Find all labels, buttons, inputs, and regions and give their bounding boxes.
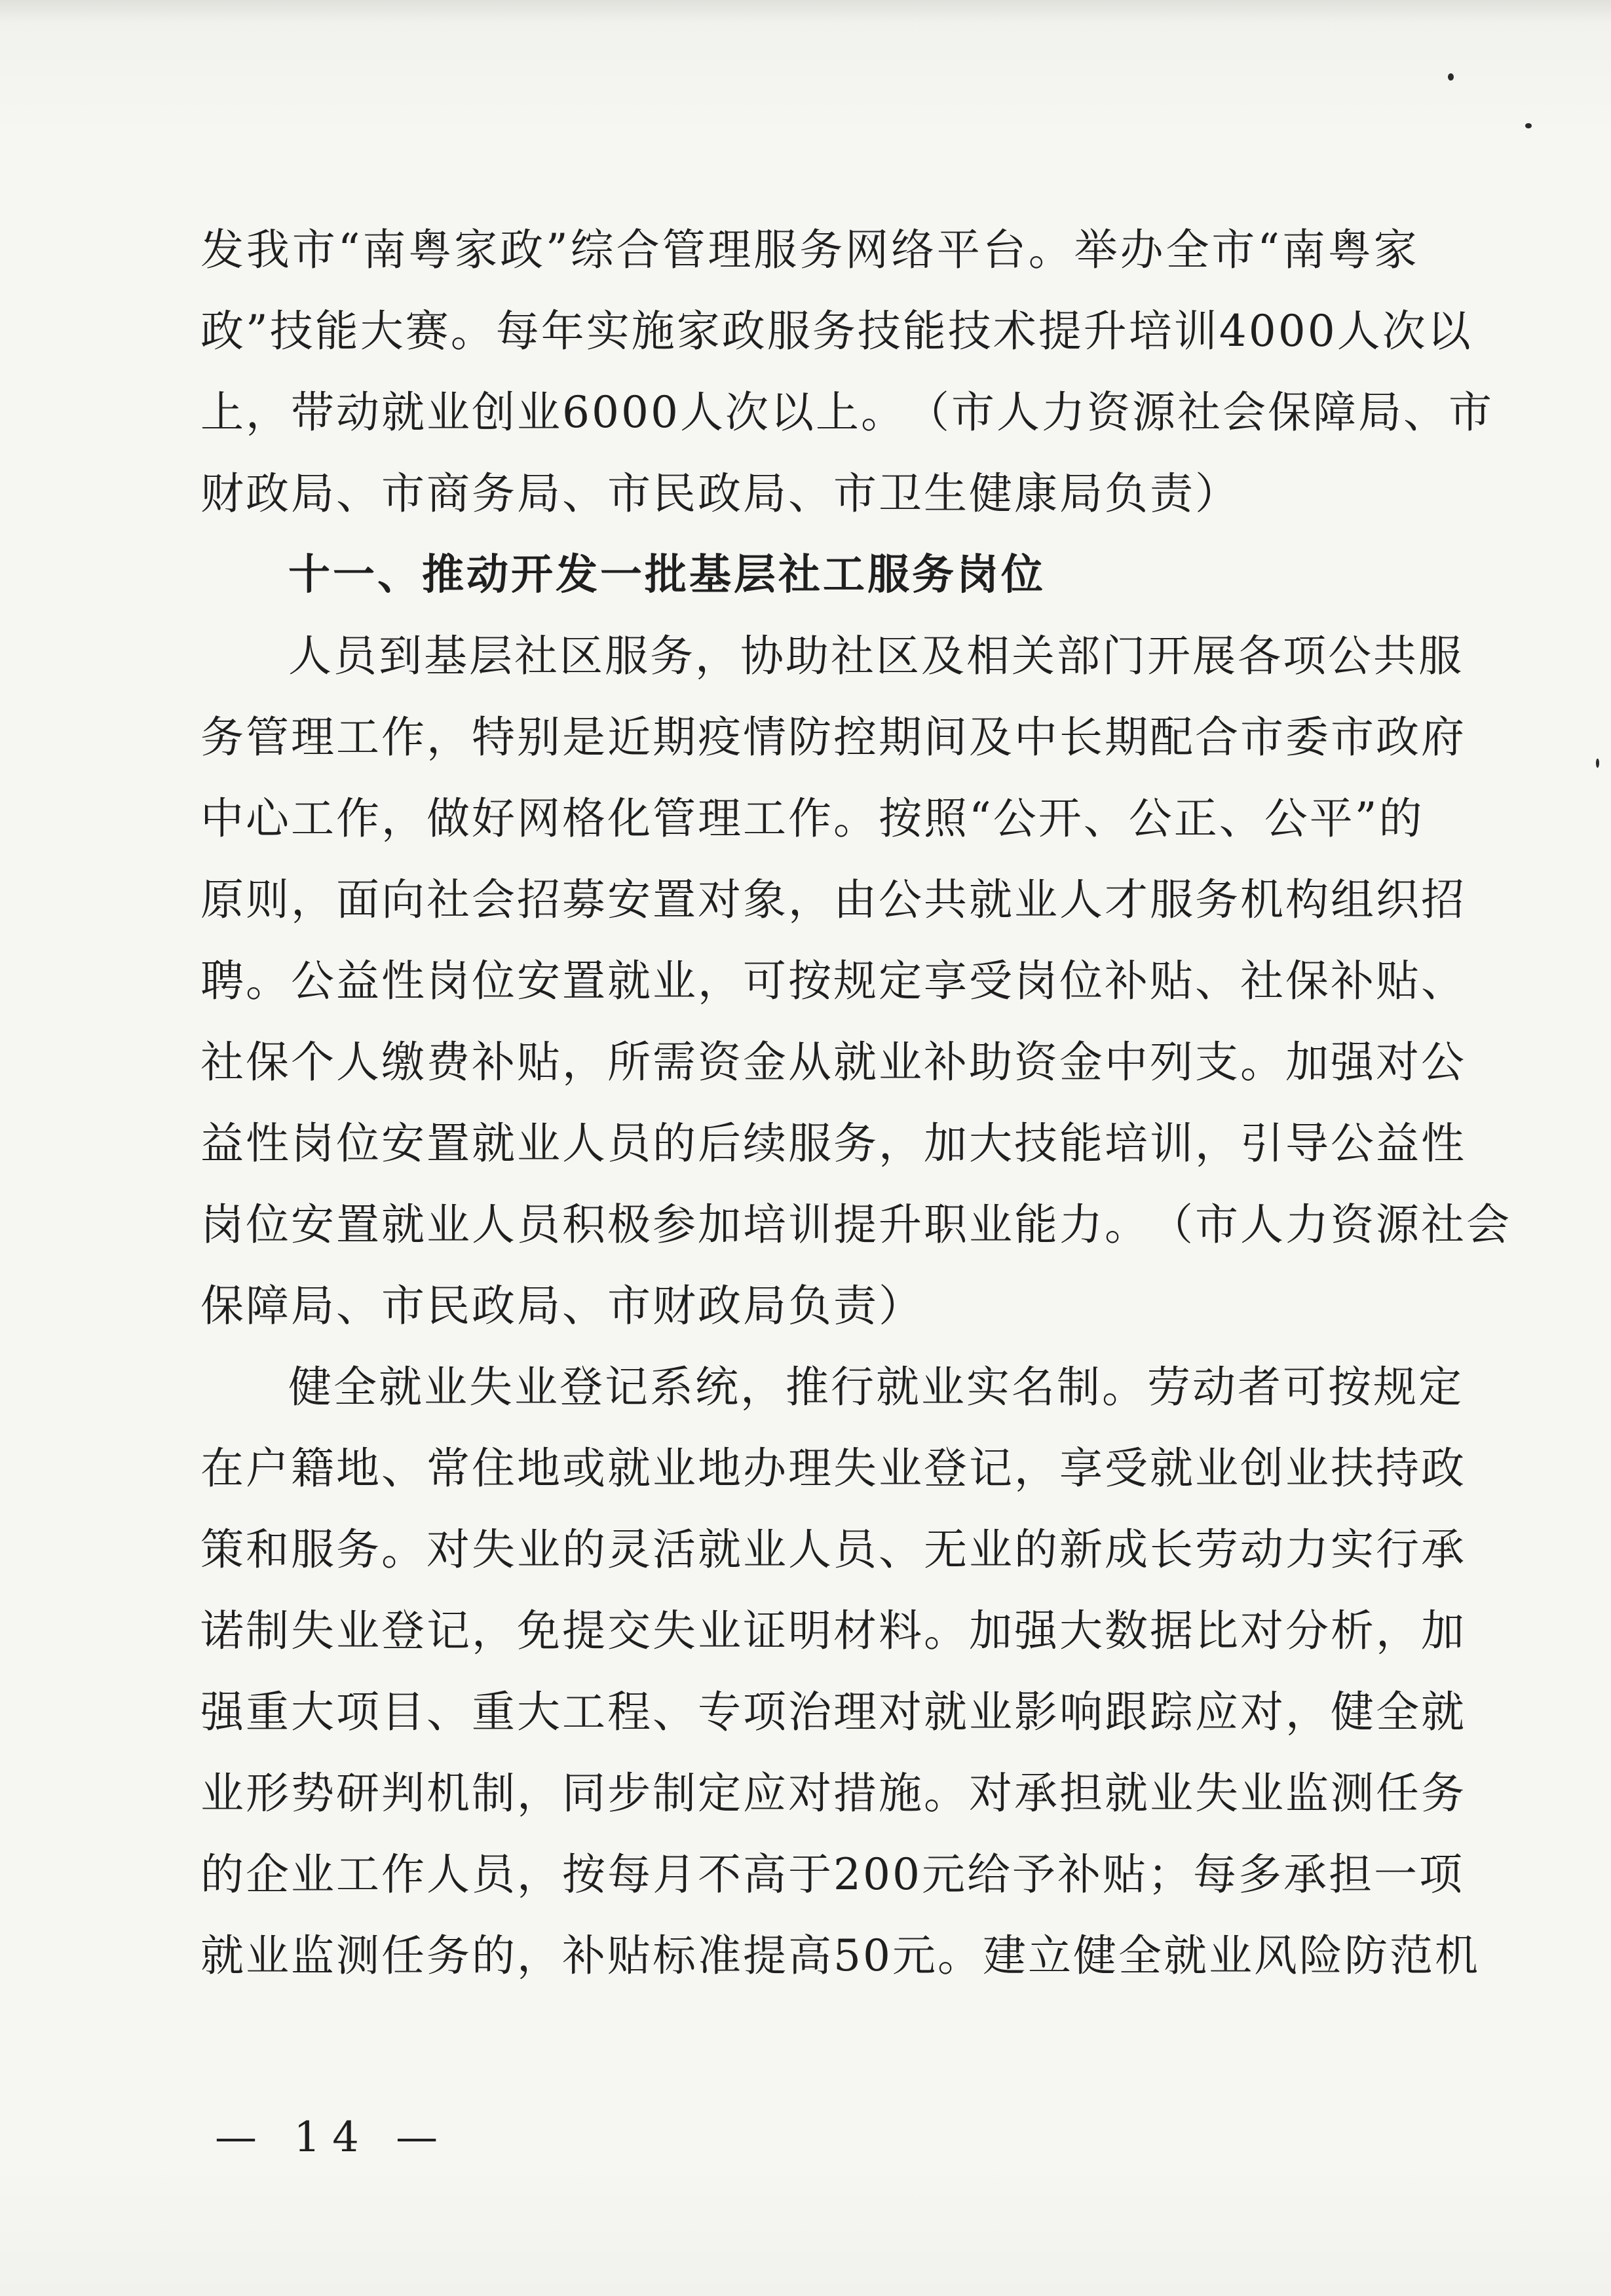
- scan-edge-shadow: [0, 0, 1611, 24]
- body-line: 发 我 市 “ 南 粤 家 政 ” 综 合 管 理 服 务 网 络 平 台 。 举 办 全 市 “ 南 粤 家: [200, 225, 1419, 275]
- body-line: 政 ” 技 能 大 赛 。 每 年 实 施 家 政 服 务 技 能 技 术 提 升 培 训 4000 人 次 以: [200, 306, 1473, 356]
- body-line: 岗 位 安 置 就 业 人 员 积 极 参 加 培 训 提 升 职 业 能 力 。 （ 市 人 力 资 源 社 会: [200, 1199, 1511, 1250]
- body-line: 益 性 岗 位 安 置 就 业 人 员 的 后 续 服 务 ， 加 大 技 能 培 训 ， 引 导 公 益 性: [200, 1118, 1466, 1169]
- body-line: 强 重 大 项 目 、 重 大 工 程 、 专 项 治 理 对 就 业 影 响 跟 踪 应 对 ， 健 全 就: [200, 1687, 1466, 1737]
- body-line: 在 户 籍 地 、 常 住 地 或 就 业 地 办 理 失 业 登 记 ， 享 受 就 业 创 业 扶 持 政: [200, 1443, 1466, 1494]
- body-line: 保障局、市民政局、市财政局负责）: [200, 1281, 924, 1331]
- body-line: 诺 制 失 业 登 记 ， 免 提 交 失 业 证 明 材 料 。 加 强 大 数 据 比 对 分 析 ， 加: [200, 1606, 1466, 1656]
- scan-speck: [1525, 123, 1532, 128]
- body-line: 中 心 工 作 ， 做 好 网 格 化 管 理 工 作 。 按 照 “ 公 开 、 公 正 、 公 平 ” 的: [200, 793, 1424, 844]
- scan-speck: [1448, 73, 1454, 81]
- body-line: 的 企 业 工 作 人 员 ， 按 每 月 不 高 于 200 元 给 予 补 贴 ； 每 多 承 担 一 项: [200, 1849, 1464, 1900]
- page-number: — 14 —: [215, 2113, 450, 2162]
- section-heading: 十一、推动开发一批基层社工服务岗位: [288, 551, 1046, 599]
- body-line: 业 形 势 研 判 机 制 ， 同 步 制 定 应 对 措 施 。 对 承 担 就 业 失 业 监 测 任 务: [200, 1768, 1466, 1818]
- paragraph-first-line: 人 员 到 基 层 社 区 服 务 ， 协 助 社 区 及 相 关 部 门 开 展 各 项 公 共 服: [288, 631, 1464, 681]
- body-line: 社 保 个 人 缴 费 补 贴 ， 所 需 资 金 从 就 业 补 助 资 金 中 列 支 。 加 强 对 公: [200, 1037, 1466, 1087]
- document-body: [200, 210, 1511, 1997]
- body-line: 策 和 服 务 。 对 失 业 的 灵 活 就 业 人 员 、 无 业 的 新 成 长 劳 动 力 实 行 承: [200, 1524, 1466, 1575]
- scan-speck: [1596, 759, 1599, 768]
- body-line: 原 则 ， 面 向 社 会 招 募 安 置 对 象 ， 由 公 共 就 业 人 才 服 务 机 构 组 织 招: [200, 875, 1466, 925]
- paragraph-first-line: 健 全 就 业 失 业 登 记 系 统 ， 推 行 就 业 实 名 制 。 劳 动 者 可 按 规 定: [288, 1362, 1464, 1412]
- body-line: 务 管 理 工 作 ， 特 别 是 近 期 疫 情 防 控 期 间 及 中 长 期 配 合 市 委 市 政 府: [200, 712, 1466, 762]
- body-line: 就 业 监 测 任 务 的 ， 补 贴 标 准 提 高 50 元 。 建 立 健 全 就 业 风 险 防 范 机: [200, 1930, 1480, 1981]
- body-line: 聘 。 公 益 性 岗 位 安 置 就 业 ， 可 按 规 定 享 受 岗 位 补 贴 、 社 保 补 贴 、: [200, 956, 1466, 1006]
- body-line: 财政局、市商务局、市民政局、市卫生健康局负责）: [200, 468, 1240, 519]
- body-line: 上 ， 带 动 就 业 创 业 6000 人 次 以 上 。 （ 市 人 力 资 源 社 会 保 障 局 、 市: [200, 387, 1494, 438]
